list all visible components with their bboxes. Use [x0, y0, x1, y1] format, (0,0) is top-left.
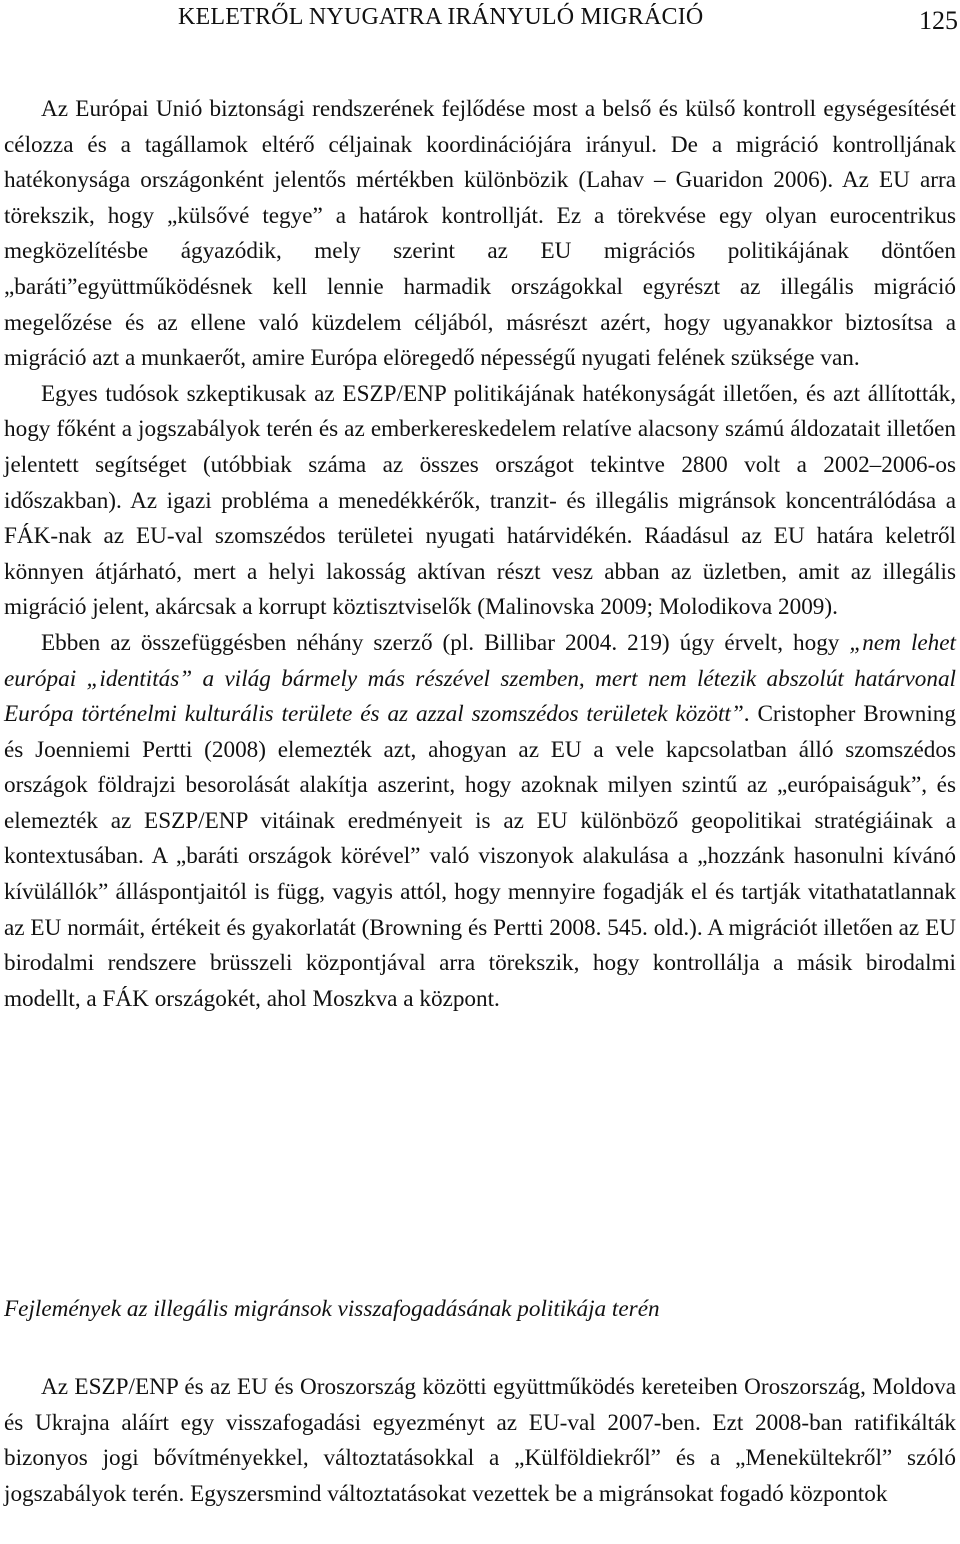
- paragraph-2: Egyes tudósok szkeptikusak az ESZP/ENP politikájának hatékonyságát illetően, és azt állították, hogy főként a jogszabályok terén és az emberkereskedelem relatíve alacsony számú áldozatait illetően jelentett segítséget (utóbbiak száma az összes országot tekintve 2800 volt a 2002–2006-os időszakban). Az igazi probléma a menedékkérők, tranzit- és illegális migránsok koncentrálódása a FÁK-nak az EU-val szomszédos területei nyugati határvidékén. Ráadásul az EU határa keletről könnyen átjárható, mert a helyi lakosság aktívan részt vesz abban az üzletben, amit az illegális migráció jelent, akárcsak a korrupt köztisztviselők (Malinovska 2009; Molodikova 2009).: [4, 380, 956, 621]
- paragraph-3: [4, 626, 956, 1018]
- paragraph-3-quote: „nem lehet európai „identitás” a világ bármely más részével szemben, mert nem létezik abszolút határvonal Európa történelmi kulturális területe és az azzal szomszédos területek között”: [4, 629, 957, 728]
- paragraph-3-intro: Ebben az összefüggésben néhány szerző (pl. Billibar 2004. 219) úgy érvelt, hogy: [41, 629, 850, 656]
- running-title: KELETRŐL NYUGATRA IRÁNYULÓ MIGRÁCIÓ: [178, 4, 704, 30]
- section-text: [4, 1370, 956, 1512]
- paragraph-4: Az ESZP/ENP és az EU és Oroszország közötti együttműködés kereteiben Oroszország, Moldova és Ukrajna aláírt egy visszafogadási egyezményt az EU-val 2007-ben. Ezt 2008-ban ratifikálták bizonyos jogi bővítményekkel, változtatásokkal a „Külföldiekről” és a „Menekültekről” szóló jogszabályok terén. Egyszersmind változtatásokat vezettek be a migránsokat fogadó központok: [4, 1374, 956, 1507]
- paragraph-1: Az Európai Unió biztonsági rendszerének fejlődése most a belső és külső kontroll egységesítését célozza és a tagállamok eltérő céljainak koordinációjára irányul. De a migráció kontrolljának hatékonysága országonként jelentős mértékben különbözik (Lahav – Guaridon 2006). Az EU arra törekszik, hogy „külsővé tegye” a határok kontrollját. Ez a törekvése egy olyan eurocentrikus megközelítésbe ágyazódik, mely szerint az EU migrációs politikájának döntően „baráti”együttműködésnek kell lennie harmadik országokkal egyrészt az illegális migráció megelőzése és az ellene való küzdelem céljából, másrészt azért, hogy ugyanakkor biztosítsa a migráció azt a munkaerőt, amire Európa elöregedő népességű nyugati felének szüksége van.: [4, 96, 956, 372]
- section-heading: Fejlemények az illegális migránsok visszafogadásának politikája terén: [4, 1296, 660, 1322]
- page-number: 125: [919, 6, 958, 35]
- page-header: [0, 2, 960, 42]
- paragraph-3-rest: . Cristopher Browning és Joenniemi Pertti (2008) elemezték azt, ahogyan az EU a vele kapcsolatban álló szomszédos országok földrajzi besorolását alakítja aszerint, hogy azoknak milyen szintű az „európaiságuk”, és elemezték az ESZP/ENP vitáinak eredményeit is az EU különböző geopolitikai stratégiáinak a kontextusában. A „baráti országok körével” való viszonyok alakulása a „hozzánk hasonulni kívánó kívülállók” álláspontjaitól is függ, vagyis attól, hogy mennyire fogadják el és tartják vitathatatlannak az EU normáit, értékeit és gyakorlatát (Browning és Pertti 2008. 545. old.). A migrációt illetően az EU birodalmi rendszere brüsszeli központjával arra törekszik, hogy kontrollálja a másik birodalmi modellt, a FÁK országokét, ahol Moszkva a központ.: [4, 701, 956, 1012]
- main-text: [4, 92, 956, 1017]
